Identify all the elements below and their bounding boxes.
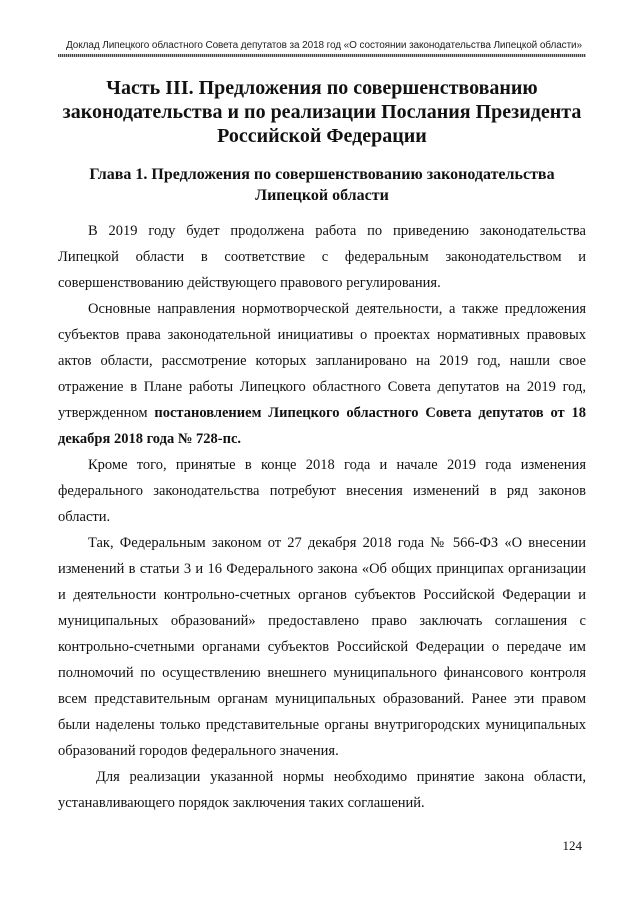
chapter-title: Глава 1. Предложения по совершенствованию законодательства Липецкой области [89,166,555,204]
resolution-reference: постановлением Липецкого областного Совета депутатов от 18 декабря 2018 года № 728-пс. [58,405,586,447]
paragraph-2-text: Основные направления нормотворческой деятельности, а также предложения субъектов права законодательной инициативы о проектах нормативных правовых актов области, рассмотрение которых запланировано на 2019 год, нашли свое отражение в Плане работы Липецкого областного Совета депутатов на 2019 год, утвержденном [58,301,586,421]
paragraph-5: Для реализации указанной нормы необходимо принятие закона области, устанавливающего порядок заключения таких соглашений. [58,769,586,811]
body-text [58,218,586,816]
part-title: Часть III. Предложения по совершенствованию законодательства и по реализации Послания Президента Российской Федерации [62,77,582,147]
page-number: 124 [562,838,582,853]
running-header: Доклад Липецкого областного Совета депутатов за 2018 год «О состоянии законодательства Липецкой области» [65,40,582,51]
paragraph-2 [58,296,586,452]
paragraph-3: Кроме того, принятые в конце 2018 года и начале 2019 года изменения федерального законодательства потребуют внесения изменений в ряд законов области. [58,457,586,525]
paragraph-1: В 2019 году будет продолжена работа по приведению законодательства Липецкой области в соответствие с федеральным законодательством и совершенствованию действующего правового регулирования. [58,223,586,291]
paragraph-4: Так, Федеральным законом от 27 декабря 2018 года № 566-ФЗ «О внесении изменений в статьи 3 и 16 Федерального закона «Об общих принципах организации и деятельности контрольно-счетных органов субъектов Российской Федерации и муниципальных образований» предоставлено право заключать соглашения с контрольно-счетными органами субъектов Российской Федерации о передаче им полномочий по осуществлению внешнего муниципального финансового контроля всем представительным органам муниципальных образований. Ранее эти правом были наделены только представительные органы внутригородских муниципальных образований городов федерального значения. [58,535,586,759]
header-rule [58,54,586,57]
